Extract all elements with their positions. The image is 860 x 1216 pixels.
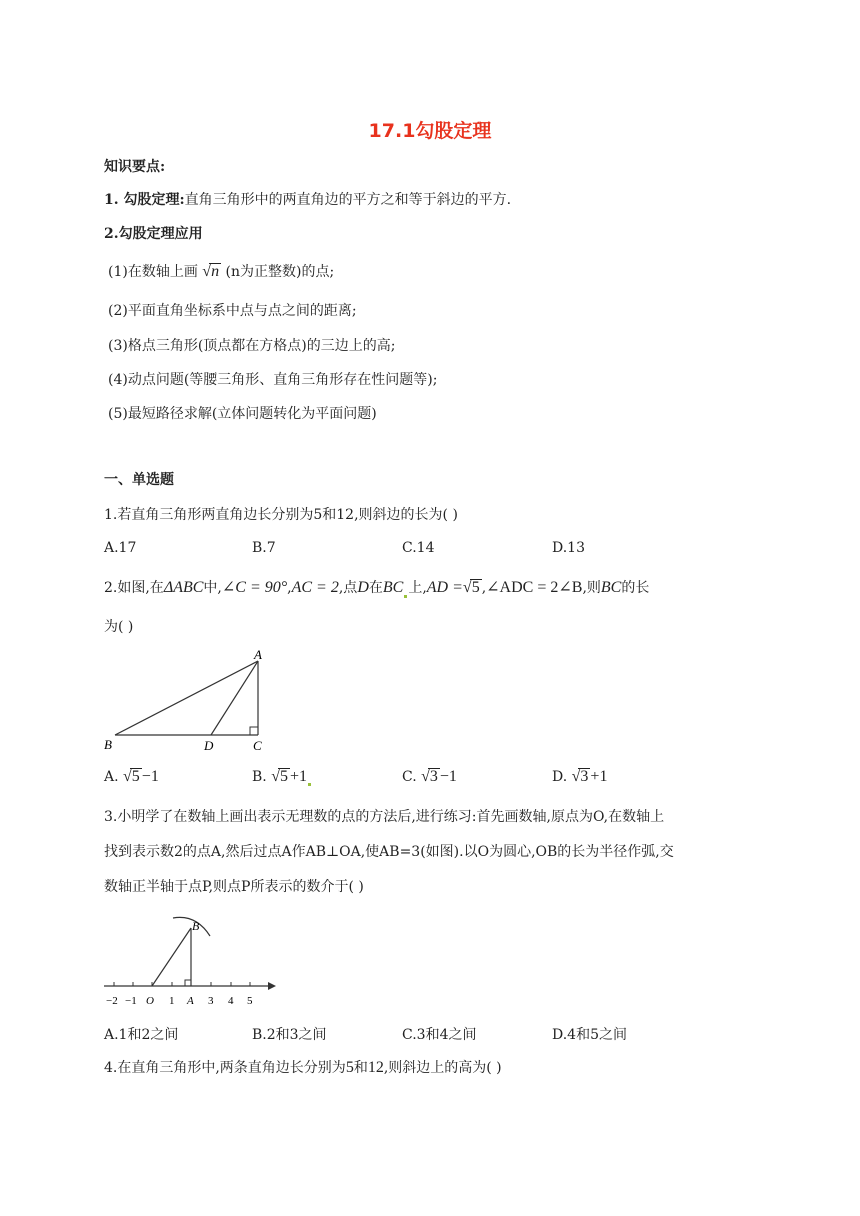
q2-option-c-label: C. xyxy=(402,769,417,785)
application-3: (3)格点三角形(顶点都在方格点)的三边上的高; xyxy=(108,338,396,354)
q2-triangle-abc: ΔABC xyxy=(163,579,204,596)
q2-option-a-label: A. xyxy=(104,769,119,785)
label-a: A xyxy=(254,647,262,662)
label-d: D xyxy=(204,738,214,753)
tick-label: −2 xyxy=(106,995,118,1007)
application-2: (2)平面直角坐标系中点与点之间的距离; xyxy=(108,303,357,319)
tick-label: 3 xyxy=(208,995,214,1007)
sqrt-n-formula: √n xyxy=(202,263,220,280)
axis-arrow xyxy=(268,982,276,990)
q2-option-c-expr: √3 −1 xyxy=(421,768,457,785)
q2-text-6: 上, xyxy=(408,580,427,596)
q2-option-d-expr: √3 +1 xyxy=(571,768,608,785)
q2-text-7: , xyxy=(481,580,487,596)
question-2-line-2: 为( ) xyxy=(104,619,134,635)
q1-option-d: D.13 xyxy=(552,540,585,556)
point-1-text: 直角三角形中的两直角边的平方之和等于斜边的平方. xyxy=(184,192,512,208)
q2-option-d-label: D. xyxy=(552,769,568,785)
q4-text-3: ,则斜边上的高为( ) xyxy=(383,1060,502,1076)
q4-text-1: 4.在直角三角形中,两条直角边长分别为 xyxy=(104,1060,346,1076)
q2-angle-c: ∠C = 90° xyxy=(221,579,288,596)
highlight-mark xyxy=(308,783,311,786)
question-4-text xyxy=(104,1058,502,1078)
knowledge-point-2-heading: 2.勾股定理应用 xyxy=(104,226,203,242)
label-c: C xyxy=(253,738,262,753)
q2-text-1: 2.如图,在 xyxy=(104,580,164,596)
q3-option-c: C.3和4之间 xyxy=(402,1027,477,1043)
q2-option-d xyxy=(552,768,607,786)
number-line-figure xyxy=(100,906,280,1010)
q1-option-c: C.14 xyxy=(402,540,435,556)
q3-option-d: D.4和5之间 xyxy=(552,1027,627,1043)
q2-text-2: 中, xyxy=(203,580,222,596)
application-1 xyxy=(108,262,334,282)
q2-ad-sqrt: √5 xyxy=(462,579,480,596)
q3-option-b: B.2和3之间 xyxy=(252,1027,327,1043)
right-angle-mark xyxy=(250,727,258,735)
q1-option-b: B.7 xyxy=(252,540,276,556)
application-4: (4)动点问题(等腰三角形、直角三角形存在性问题等); xyxy=(108,372,438,388)
segment-ab xyxy=(115,661,258,735)
q2-text-8: ,则 xyxy=(582,580,601,596)
tick-label: 4 xyxy=(228,995,234,1007)
q4-leg-a: 5 xyxy=(345,1059,354,1076)
section-heading-single-choice: 一、单选题 xyxy=(104,472,174,488)
q2-option-b-label: B. xyxy=(252,769,267,785)
q2-point-d: D xyxy=(357,579,369,596)
q2-option-a-expr: √5 −1 xyxy=(123,768,159,785)
knowledge-heading: 知识要点: xyxy=(104,159,166,175)
app-1-post: (n为正整数)的点; xyxy=(225,264,335,280)
q2-option-b-expr: √5 +1 xyxy=(271,768,308,785)
triangle-abc-figure xyxy=(100,644,280,756)
q1-option-a: A.17 xyxy=(104,540,137,556)
tick-label: −1 xyxy=(125,995,137,1007)
q2-option-a xyxy=(104,768,159,786)
q2-text-5: 在 xyxy=(368,580,383,596)
q2-option-b xyxy=(252,768,312,786)
q2-angle-adc: ∠ADC = 2∠B xyxy=(486,579,583,596)
segment-ad xyxy=(211,661,258,735)
q2-text-4: ,点 xyxy=(338,580,358,596)
question-3-line-1: 3.小明学了在数轴上画出表示无理数的点的方法后,进行练习:首先画数轴,原点为O,在数轴上 xyxy=(104,809,665,825)
q3-option-a: A.1和2之间 xyxy=(104,1027,179,1043)
q2-ad-label: AD = xyxy=(426,579,463,596)
question-1-text: 1.若直角三角形两直角边长分别为5和12,则斜边的长为( ) xyxy=(104,507,458,523)
right-angle-mark xyxy=(185,980,191,986)
application-5: (5)最短路径求解(立体问题转化为平面问题) xyxy=(108,406,377,422)
page-title: 17.1勾股定理 xyxy=(368,120,492,142)
q4-leg-b: 12 xyxy=(367,1059,384,1076)
label-b: B xyxy=(192,919,200,933)
q2-text-9: 的长 xyxy=(621,580,650,596)
app-1-pre: (1)在数轴上画 xyxy=(108,264,198,280)
point-1-label: 1. 勾股定理: xyxy=(104,192,185,208)
q2-segment-bc-2: BC xyxy=(600,579,622,596)
q4-text-2: 和 xyxy=(353,1060,368,1076)
q2-text-3: , xyxy=(287,580,292,596)
knowledge-point-1 xyxy=(104,190,511,210)
q2-option-c xyxy=(402,768,457,786)
tick-label-a: A xyxy=(187,995,194,1007)
label-b: B xyxy=(104,737,112,752)
question-3-line-2: 找到表示数2的点A,然后过点A作AB⊥OA,使AB=3(如图).以O为圆心,OB的长为半径作弧,交 xyxy=(104,844,674,860)
q2-segment-bc: BC xyxy=(382,579,404,596)
question-2-line-1 xyxy=(104,578,649,598)
tick-label: 1 xyxy=(169,995,175,1007)
question-3-line-3: 数轴正半轴于点P,则点P所表示的数介于( ) xyxy=(104,879,364,895)
tick-label: 5 xyxy=(247,995,253,1007)
segment-ob xyxy=(152,928,191,986)
tick-label-origin: O xyxy=(146,995,154,1007)
highlight-mark xyxy=(404,595,407,598)
q2-ac-value: AC = 2 xyxy=(291,579,339,596)
